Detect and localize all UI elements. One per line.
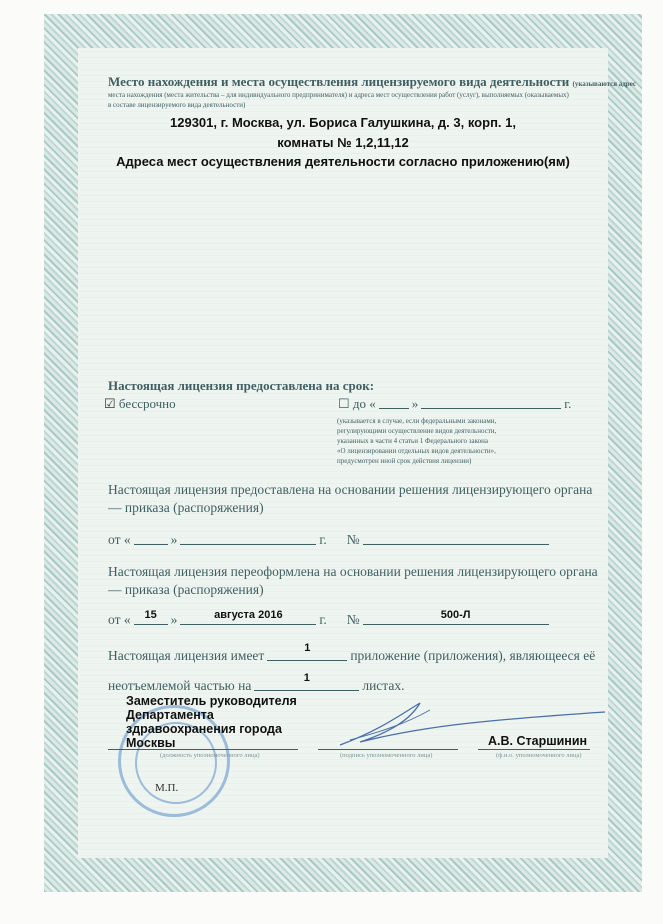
signatory-name: А.В. Старшинин bbox=[488, 734, 588, 748]
until-label: до « bbox=[352, 396, 376, 411]
name-caption: (ф.и.о. уполномоченного лица) bbox=[496, 752, 582, 759]
term-note-line: предусмотрен иной срок действия лицензии) bbox=[337, 457, 472, 465]
sheets-label: неотъемлемой частью на bbox=[108, 678, 252, 693]
term-note-line: указанных в части 4 статьи 1 Федерального закона bbox=[337, 437, 489, 445]
basis-number-field bbox=[363, 530, 549, 545]
checked-checkbox-icon[interactable]: ☑ bbox=[104, 396, 116, 411]
sheets-count: 1 bbox=[303, 672, 310, 684]
signature-line-field bbox=[318, 749, 458, 750]
term-note bbox=[337, 416, 496, 466]
location-heading bbox=[108, 74, 636, 90]
basis-mid: » bbox=[170, 532, 178, 547]
appendix-line-1 bbox=[108, 642, 596, 664]
reissue-line-2: — приказа (распоряжения) bbox=[108, 582, 264, 597]
location-note-3: в составе лицензируемого вида деятельности) bbox=[108, 101, 246, 109]
reissue-day: 15 bbox=[144, 609, 157, 621]
until-day-field bbox=[379, 394, 409, 409]
appendix-line-2 bbox=[108, 672, 405, 694]
appendix-count-field bbox=[267, 642, 347, 661]
address-line-1: 129301, г. Москва, ул. Бориса Галушкина, д. 3, корп. 1, bbox=[170, 115, 516, 130]
until-mid: » bbox=[411, 396, 419, 411]
location-note-2: места нахождения (места жительства – для индивидуального предпринимателя) и адреса мест осуществления работ (услуг), выполняемых (оказываемых) bbox=[108, 91, 569, 99]
sheets-label-after: листах. bbox=[362, 678, 405, 693]
basis-date-field bbox=[180, 530, 316, 545]
sheets-count-field bbox=[254, 672, 359, 691]
appendix-label: Настоящая лицензия имеет bbox=[108, 648, 265, 663]
reissue-number: 500-Л bbox=[440, 609, 471, 621]
term-note-line: «О лицензировании отдельных видов деятельности», bbox=[337, 447, 496, 455]
reissue-mid: » bbox=[170, 612, 178, 627]
basis-line-2: — приказа (распоряжения) bbox=[108, 500, 264, 515]
signatory-position bbox=[126, 694, 297, 750]
term-label: Настоящая лицензия предоставлена на срок: bbox=[108, 378, 375, 393]
reissue-month-year: августа 2016 bbox=[214, 609, 283, 621]
basis-details bbox=[108, 530, 552, 548]
reissue-details bbox=[108, 610, 552, 628]
position-line: здравоохранения города bbox=[126, 722, 282, 736]
address-line-2: комнаты № 1,2,11,12 bbox=[277, 135, 409, 150]
term-note-line: (указывается в случае, если федеральными законами, bbox=[337, 417, 497, 425]
term-note-line: регулирующими осуществление видов деятельности, bbox=[337, 427, 497, 435]
basis-line-1: Настоящая лицензия предоставлена на основании решения лицензирующего органа bbox=[108, 482, 593, 497]
location-heading-note: (указываются адрес bbox=[572, 80, 636, 88]
until-year-suffix: г. bbox=[564, 396, 572, 411]
basis-from: от « bbox=[108, 532, 131, 547]
basis-number-label: № bbox=[346, 532, 360, 547]
address-line-3: Адреса мест осуществления деятельности согласно приложению(ям) bbox=[116, 154, 570, 169]
position-line: Заместитель руководителя bbox=[126, 694, 297, 708]
empty-checkbox-icon[interactable]: ☐ bbox=[338, 396, 353, 411]
name-line-field bbox=[478, 749, 590, 750]
position-line: Москвы bbox=[126, 736, 176, 750]
appendix-label-after: приложение (приложения), являющееся её bbox=[350, 648, 596, 663]
term-unlimited-label: бессрочно bbox=[118, 396, 176, 411]
position-line: Департамента bbox=[126, 708, 214, 722]
reissue-from: от « bbox=[108, 612, 131, 627]
term-until bbox=[338, 394, 571, 412]
position-caption: (должность уполномоченного лица) bbox=[160, 752, 260, 759]
basis-year: г. bbox=[319, 532, 327, 547]
position-line-field bbox=[108, 749, 298, 750]
reissue-line-1: Настоящая лицензия переоформлена на основании решения лицензирующего органа bbox=[108, 564, 598, 579]
until-date-field bbox=[421, 394, 561, 409]
reissue-year: г. bbox=[319, 612, 327, 627]
reissue-number-field bbox=[363, 610, 549, 625]
location-heading-text: Место нахождения и места осуществления лицензируемого вида деятельности bbox=[108, 74, 570, 89]
seal-mark: М.П. bbox=[155, 782, 179, 794]
term-unlimited[interactable] bbox=[104, 396, 176, 412]
signature-caption: (подпись уполномоченного лица) bbox=[340, 752, 433, 759]
basis-day-field bbox=[134, 530, 168, 545]
appendix-count: 1 bbox=[304, 642, 311, 654]
reissue-day-field bbox=[134, 610, 168, 625]
reissue-date-field bbox=[180, 610, 316, 625]
reissue-number-label: № bbox=[346, 612, 360, 627]
